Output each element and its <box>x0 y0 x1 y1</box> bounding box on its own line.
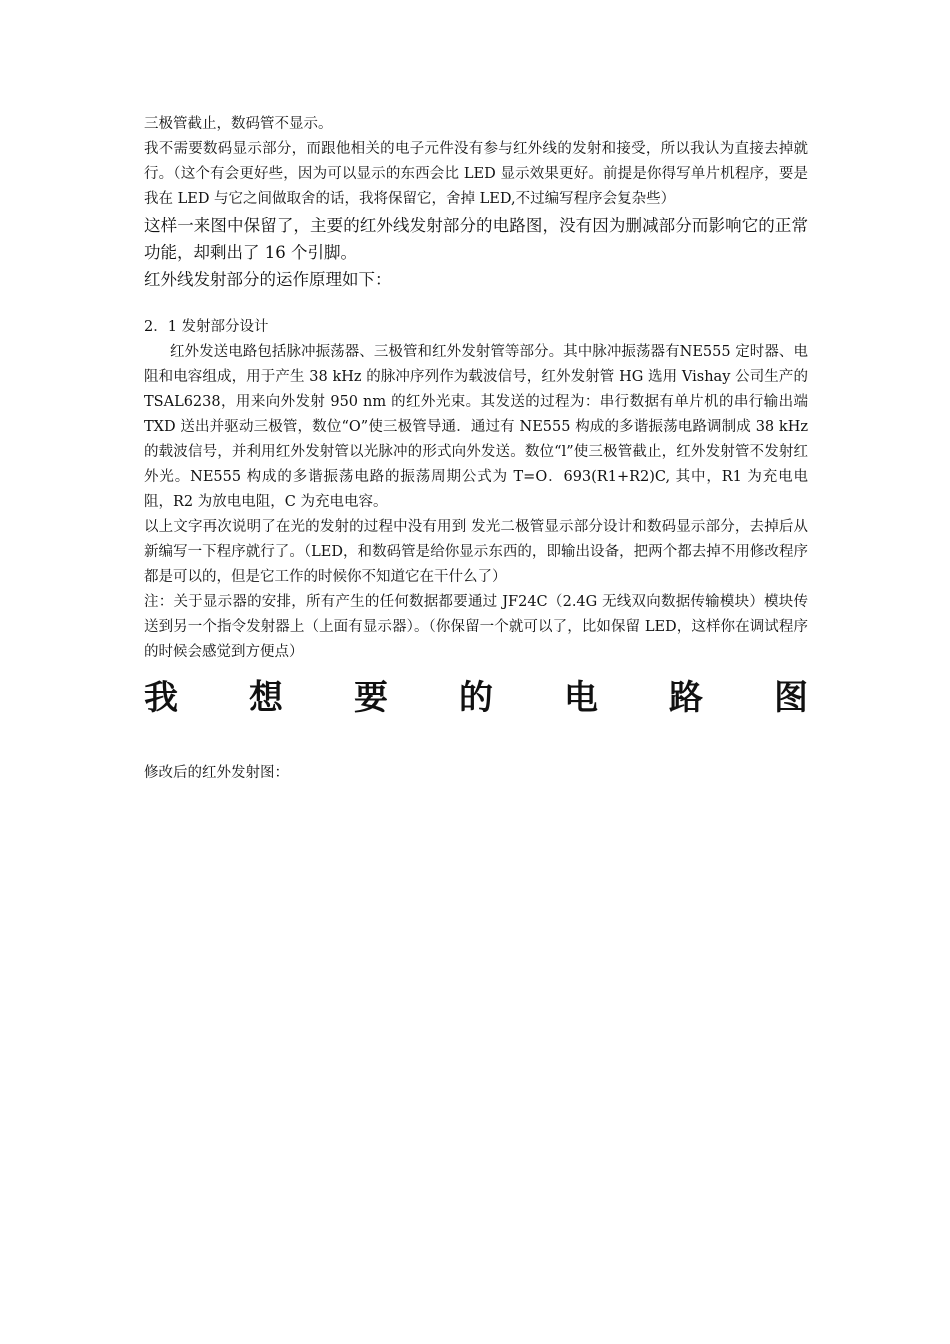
big-heading <box>144 675 808 721</box>
big-heading-char: 想 <box>249 678 283 718</box>
paragraph-display-removal: 我不需要数码显示部分，而跟他相关的电子元件没有参与红外线的发射和接受，所以我认为直接去掉就行。（这个有会更好些，因为可以显示的东西会比 LED 显示效果更好。前提是你得写单片机程序，要是我在 LED 与它之间做取舍的话，我将保留它，舍掉 LED,不过编写程序会复杂些） <box>144 141 808 207</box>
paragraph-retained-circuit: 这样一来图中保留了，主要的红外线发射部分的电路图，没有因为删减部分而影响它的正常功能，却剩出了 16 个引脚。 <box>144 216 808 262</box>
big-heading-char: 的 <box>459 678 493 718</box>
document-page <box>144 112 808 786</box>
spacer <box>144 293 808 315</box>
paragraph-explanation: 以上文字再次说明了在光的发射的过程中没有用到 发光二极管显示部分设计和数码显示部分，去掉后从新编写一下程序就行了。（LED，和数码管是给你显示东西的，即输出设备，把两个都去掉不用修改程序都是可以的，但是它工作的时候你不知道它在干什么了） <box>144 519 808 585</box>
paragraph-principle-intro: 红外线发射部分的运作原理如下： <box>144 270 392 289</box>
paragraph-transmitter-design: 红外发送电路包括脉冲振荡器、三极管和红外发射管等部分。其中脉冲振荡器有NE555 定时器、电阻和电容组成，用于产生 38 kHz 的脉冲序列作为载波信号，红外发射管 HG 选用 Vishay 公司生产的 TSAL6238，用来向外发射 950 nm 的红外光束。其发送的过程为：串行数据有单片机的串行输出端 TXD 送出并驱动三极管，数位“O”使三极管导通．通过有 NE555 构成的多谐振荡电路调制成 38 kHz 的载波信号，并利用红外发射管以光脉冲的形式向外发送。数位“l”使三极管截止，红外发射管不发射红外光。NE555 构成的多谐振荡电路的振荡周期公式为 T=O．693(R1+R2)C, 其中，R1 为充电电阻，R2 为放电电阻，C 为充电电容。 <box>144 344 808 510</box>
figure-caption: 修改后的红外发射图： <box>144 765 289 781</box>
section-heading: 2．1 发射部分设计 <box>144 319 269 335</box>
big-heading-char: 图 <box>774 678 808 718</box>
big-heading-char: 路 <box>669 678 703 718</box>
big-heading-char: 我 <box>144 678 178 718</box>
big-heading-char: 要 <box>354 678 388 718</box>
big-heading-char: 电 <box>564 678 598 718</box>
paragraph-note: 注：关于显示器的安排，所有产生的任何数据都要通过 JF24C（2.4G 无线双向数据传输模块）模块传送到另一个指令发射器上（上面有显示器）。（你保留一个就可以了，比如保留 LED，这样你在调试程序的时候会感觉到方便点） <box>144 594 808 660</box>
paragraph-line-top: 三极管截止，数码管不显示。 <box>144 116 333 132</box>
